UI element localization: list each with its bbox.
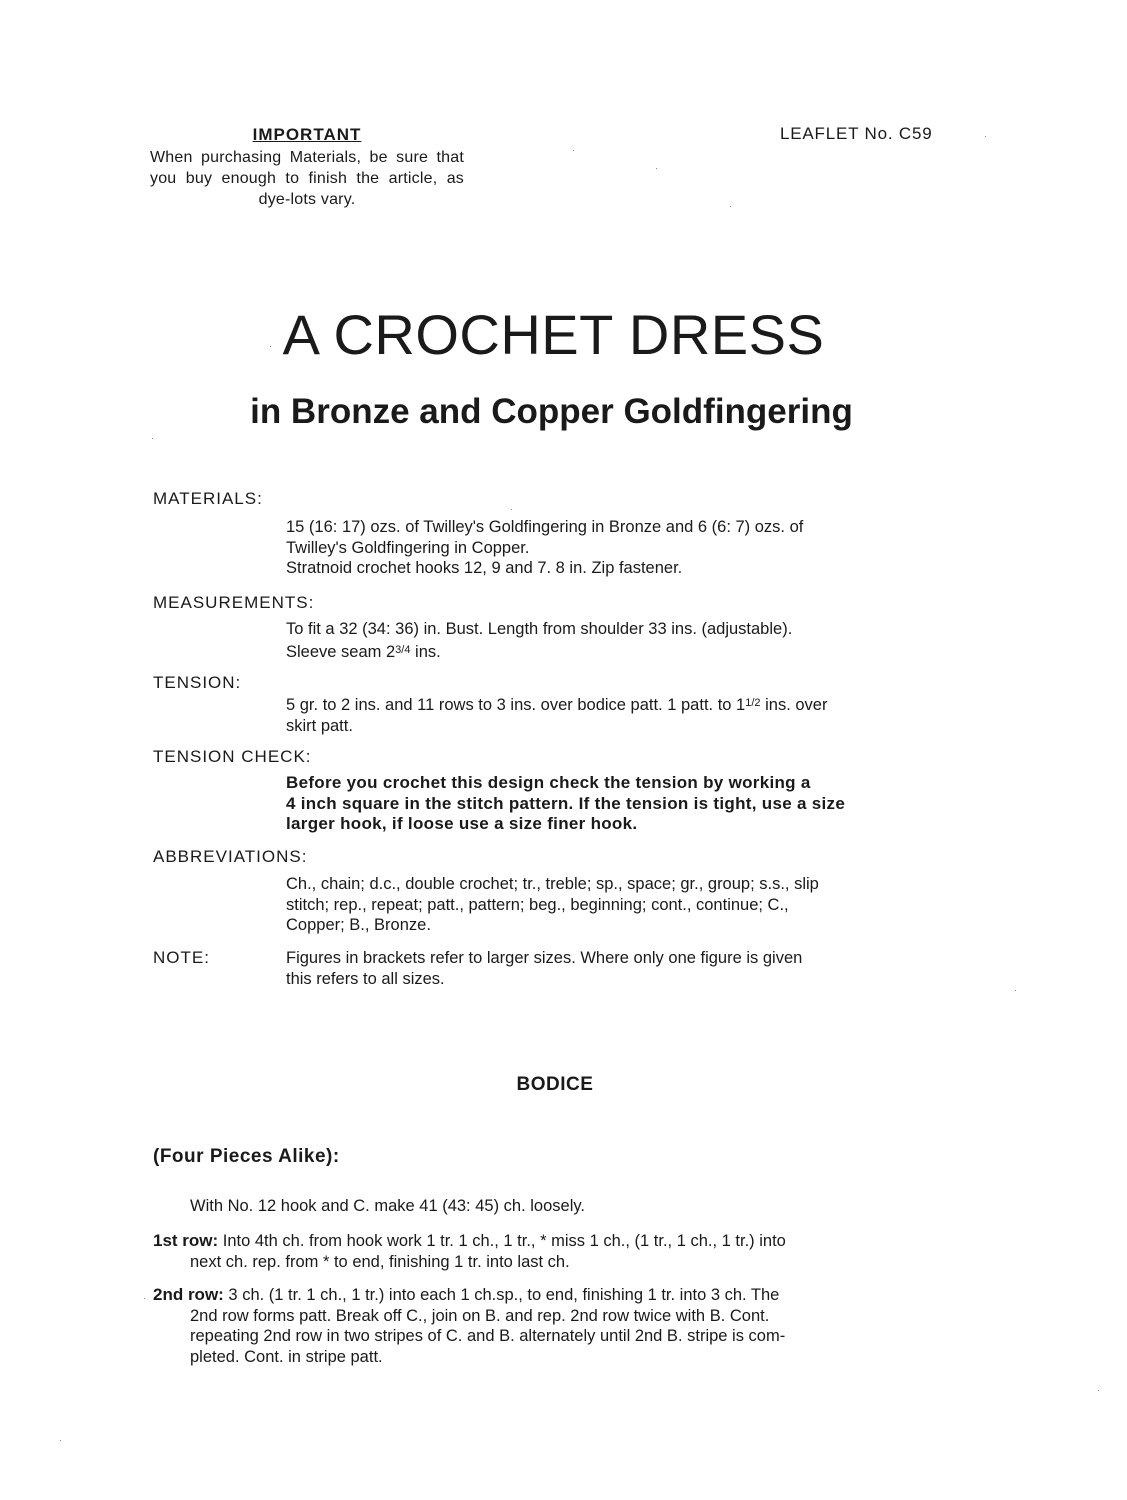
bodice-subheading: (Four Pieces Alike): [153, 1146, 340, 1167]
scan-speck [985, 136, 986, 137]
row-text: pleted. Cont. in stripe patt. [190, 1347, 383, 1366]
measurements-text [286, 619, 958, 662]
abbreviations-line: Copper; B., Bronze. [286, 916, 431, 934]
row-2-first-line [153, 1285, 958, 1306]
important-heading: IMPORTANT [252, 125, 362, 144]
scan-speck [511, 509, 512, 510]
scan-speck [730, 206, 731, 207]
materials-line: Stratnoid crochet hooks 12, 9 and 7. 8 in. Zip fastener. [286, 559, 683, 577]
fraction: 3/4 [395, 643, 411, 656]
abbreviations-text [286, 874, 958, 936]
bodice-heading: BODICE [516, 1074, 594, 1095]
row-label: 1st row: [153, 1231, 219, 1250]
measurements-label: MEASUREMENTS: [153, 593, 315, 612]
leaflet-number: LEAFLET No. C59 [780, 124, 933, 143]
scan-speck [270, 346, 271, 347]
materials-line: 15 (16: 17) ozs. of Twilley's Goldfingering in Bronze and 6 (6: 7) ozs. of [286, 518, 804, 536]
scan-speck [573, 150, 574, 151]
tension-label: TENSION: [153, 673, 242, 692]
abbreviations-label: ABBREVIATIONS: [153, 847, 308, 866]
bodice-row-2 [153, 1285, 958, 1367]
scan-speck [1098, 1390, 1099, 1391]
tension-text-part: 5 gr. to 2 ins. and 11 rows to 3 ins. over bodice patt. 1 patt. to 1 [286, 696, 746, 714]
row-label: 2nd row: [153, 1285, 224, 1304]
note-line: Figures in brackets refer to larger sizes. Where only one figure is given [286, 949, 803, 967]
row-text: 2nd row forms patt. Break off C., join on B. and rep. 2nd row twice with B. Cont. [190, 1306, 770, 1325]
tension-text [286, 693, 958, 736]
abbreviations-line: stitch; rep., repeat; patt., pattern; beg., beginning; cont., continue; C., [286, 895, 789, 914]
materials-line: Twilley's Goldfingering in Copper. [286, 538, 530, 557]
measurements-text-part: ins. [410, 642, 441, 661]
tension-line: skirt patt. [286, 716, 353, 735]
measurements-line [286, 640, 958, 663]
page-title: A CROCHET DRESS [282, 303, 825, 366]
note-label: NOTE: [153, 948, 210, 967]
tension-check-line: larger hook, if loose use a size finer hook. [286, 814, 638, 833]
row-text: next ch. rep. from * to end, finishing 1 tr. into last ch. [190, 1252, 570, 1271]
materials-text [286, 517, 958, 579]
row-text: Into 4th ch. from hook work 1 tr. 1 ch., 1 tr., * miss 1 ch., (1 tr., 1 ch., 1 tr.) into [218, 1232, 786, 1250]
abbreviations-line: Ch., chain; d.c., double crochet; tr., treble; sp., space; gr., group; s.s., slip [286, 875, 819, 893]
tension-check-line: Before you crochet this design check the tension by working a [286, 773, 811, 792]
fraction: 1/2 [745, 697, 761, 709]
materials-label: MATERIALS: [153, 489, 263, 508]
scan-speck [1015, 990, 1016, 991]
measurements-line: To fit a 32 (34: 36) in. Bust. Length from shoulder 33 ins. (adjustable). [286, 620, 793, 638]
important-notice [150, 124, 464, 210]
tension-check-label: TENSION CHECK: [153, 747, 312, 766]
tension-line [286, 693, 958, 716]
scan-speck [60, 1440, 61, 1441]
scan-speck [656, 168, 657, 169]
scan-speck [144, 1298, 145, 1299]
tension-check-line: 4 inch square in the stitch pattern. If the tension is tight, use a size [286, 793, 846, 813]
tension-check-text [286, 773, 958, 835]
note-line: this refers to all sizes. [286, 969, 445, 988]
bodice-intro: With No. 12 hook and C. make 41 (43: 45) ch. loosely. [190, 1197, 585, 1215]
measurements-text-part: Sleeve seam 2 [286, 642, 396, 661]
row-text: repeating 2nd row in two stripes of C. and B. alternately until 2nd B. stripe is com- [190, 1327, 786, 1345]
row-text: 3 ch. (1 tr. 1 ch., 1 tr.) into each 1 ch.sp., to end, finishing 1 tr. into 3 ch. The [223, 1286, 780, 1304]
bodice-row-1 [153, 1231, 958, 1272]
page-subtitle: in Bronze and Copper Goldfingering [250, 392, 853, 431]
row-1-first-line [153, 1231, 958, 1252]
important-text: When purchasing Materials, be sure that you buy enough to finish the article, as dye-lots vary. [150, 149, 464, 208]
scan-speck [152, 438, 153, 439]
note-text [286, 948, 958, 989]
tension-text-part: ins. over [760, 696, 828, 714]
